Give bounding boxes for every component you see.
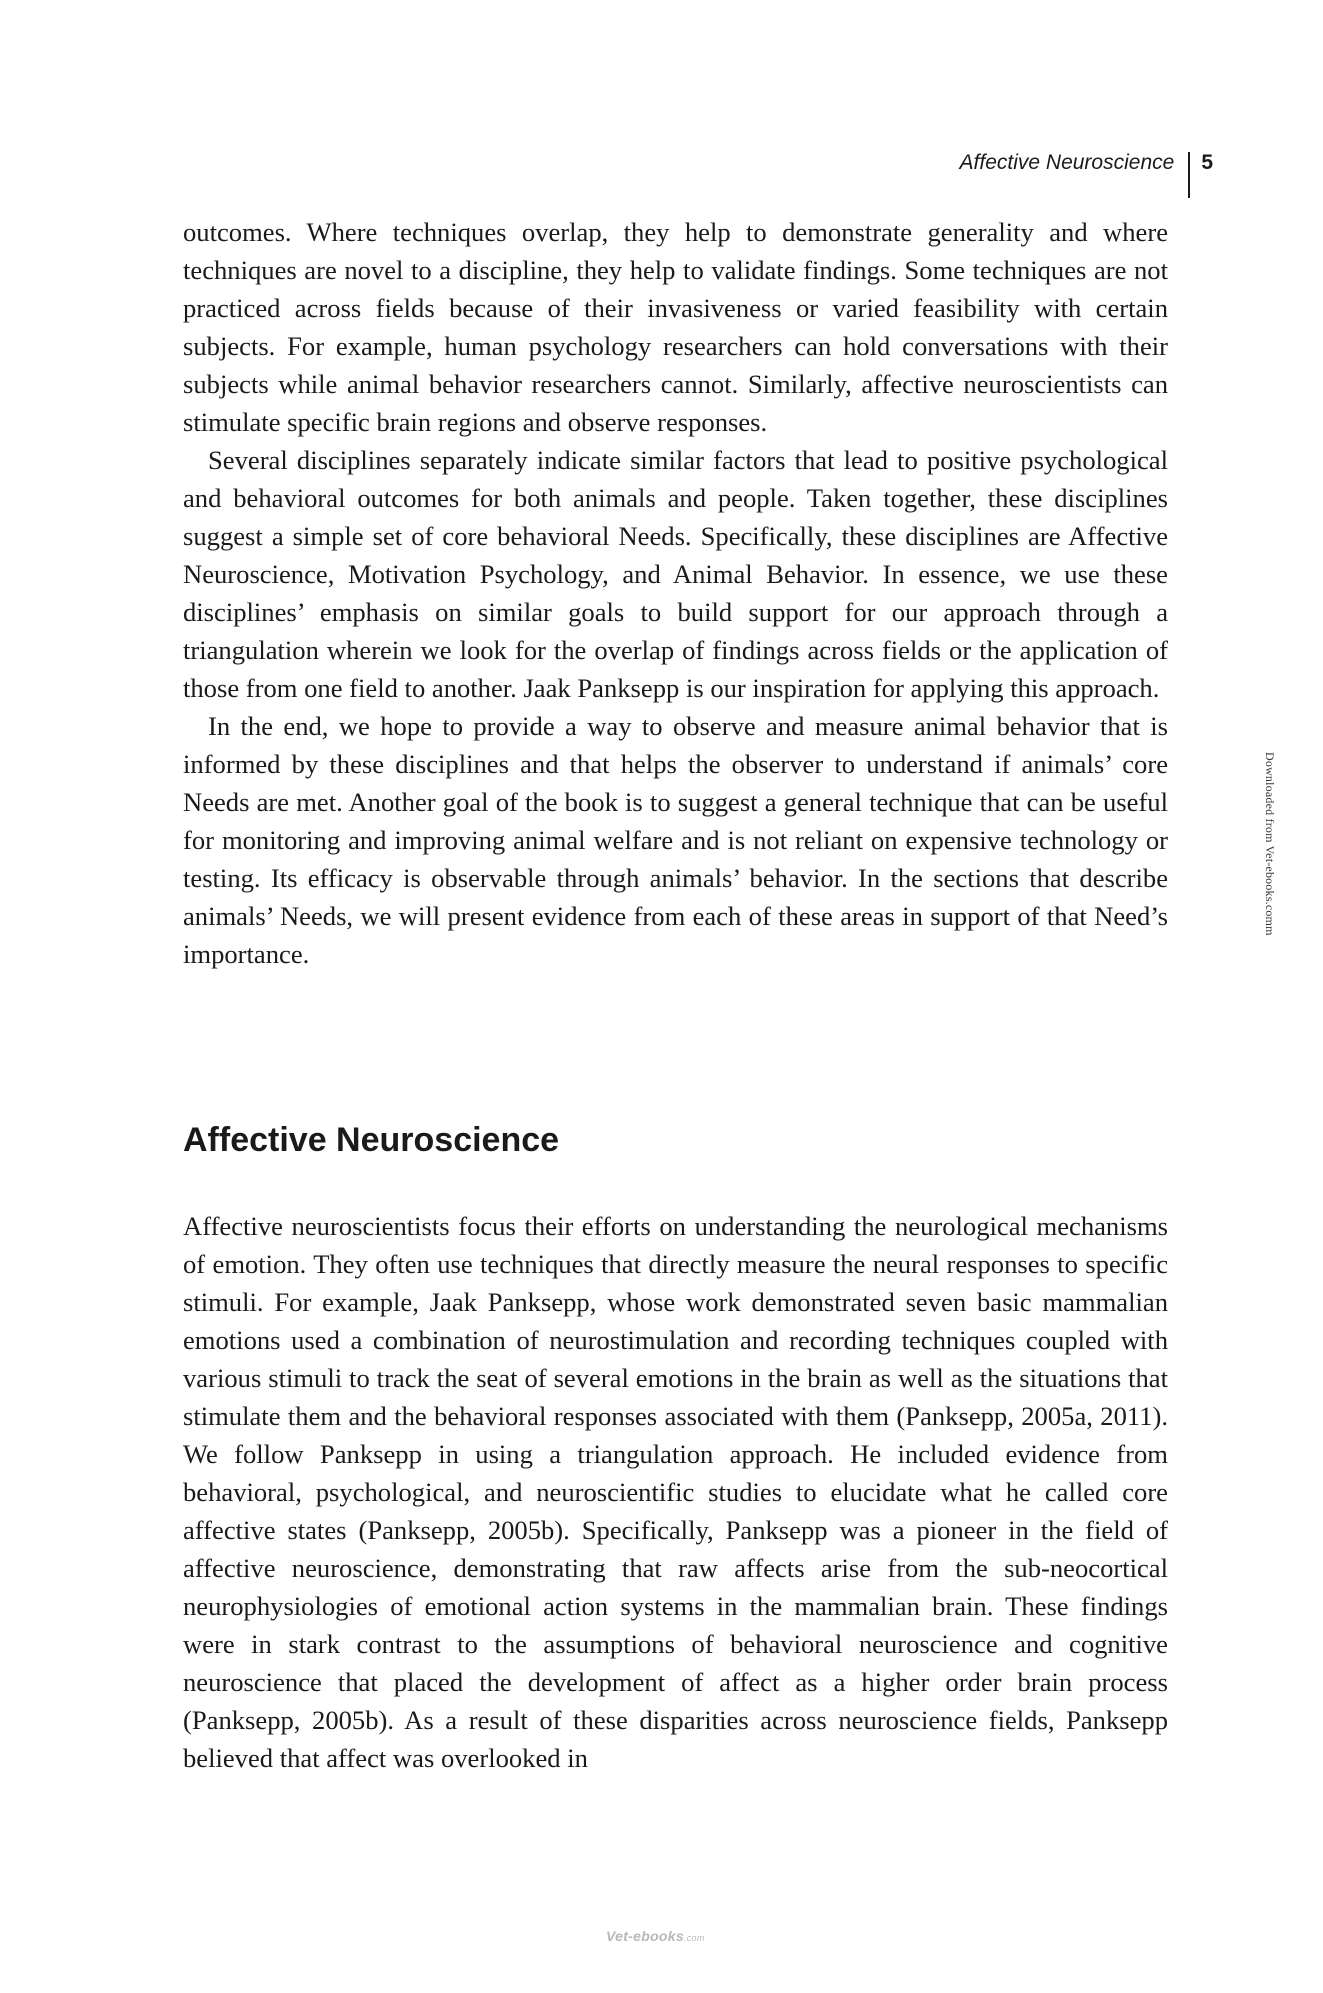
download-watermark: Downloaded from Vet-ebooks.comm: [1263, 752, 1277, 936]
section-heading: Affective Neuroscience: [183, 1121, 560, 1159]
running-head: [960, 146, 1213, 198]
page-number: 5: [1201, 151, 1213, 174]
footer-logo: [606, 1928, 705, 1944]
body-text-section: [183, 1207, 1168, 1777]
paragraph-affective-neuroscience: Affective neuroscientists focus their efforts on understanding the neurological mechanisms of emotion. They often use techniques that directly measure the neural responses to specific stimuli. For example, Jaak Panksepp, whose work demonstrated seven basic mammalian emotions used a combination of neurostimulation and recording techniques coupled with various stimuli to track the seat of several emotions in the brain as well as the situations that stimulate them and the behavioral responses associated with them (Panksepp, 2005a, 2011). We follow Panksepp in using a triangulation approach. He included evidence from behavioral, psychological, and neuroscientific studies to elucidate what he called core affective states (Panksepp, 2005b). Specifically, Panksepp was a pioneer in the field of affective neuroscience, demonstrating that raw affects arise from the sub-neocortical neurophysiologies of emotional action systems in the mammalian brain. These findings were in stark contrast to the assumptions of behavioral neuroscience and cognitive neuroscience that placed the development of affect as a higher order brain process (Panksepp, 2005b). As a result of these disparities across neuroscience fields, Panksepp believed that affect was overlooked in: [183, 1211, 1168, 1773]
body-text-top: [183, 213, 1168, 973]
running-title: Affective Neuroscience: [960, 152, 1191, 198]
footer-logo-suffix: .com: [683, 1933, 705, 1943]
paragraph-continuation: outcomes. Where techniques overlap, they help to demonstrate generality and where techniques are novel to a discipline, they help to validate findings. Some techniques are not practiced across fields because of their invasiveness or varied feasibility with certain subjects. For example, human psychology researchers can hold conversations with their subjects while animal behavior researchers cannot. Similarly, affective neuroscientists can stimulate specific brain regions and observe responses.: [183, 217, 1168, 437]
footer-logo-text: Vet-ebooks: [606, 1928, 684, 1944]
paragraph-disciplines: Several disciplines separately indicate similar factors that lead to positive psychological and behavioral outcomes for both animals and people. Taken together, these disciplines suggest a simple set of core behavioral Needs. Specifically, these disciplines are Affective Neuroscience, Motivation Psychology, and Animal Behavior. In essence, we use these disciplines’ emphasis on similar goals to build support for our approach through a triangulation wherein we look for the overlap of findings across fields or the application of those from one field to another. Jaak Panksepp is our inspiration for applying this approach.: [183, 445, 1168, 703]
paragraph-goals: In the end, we hope to provide a way to observe and measure animal behavior that is informed by these disciplines and that helps the observer to understand if animals’ core Needs are met. Another goal of the book is to suggest a general technique that can be useful for monitoring and improving animal welfare and is not reliant on expensive technology or testing. Its efficacy is observable through animals’ behavior. In the sections that describe animals’ Needs, we will present evidence from each of these areas in support of that Need’s importance.: [183, 711, 1168, 969]
